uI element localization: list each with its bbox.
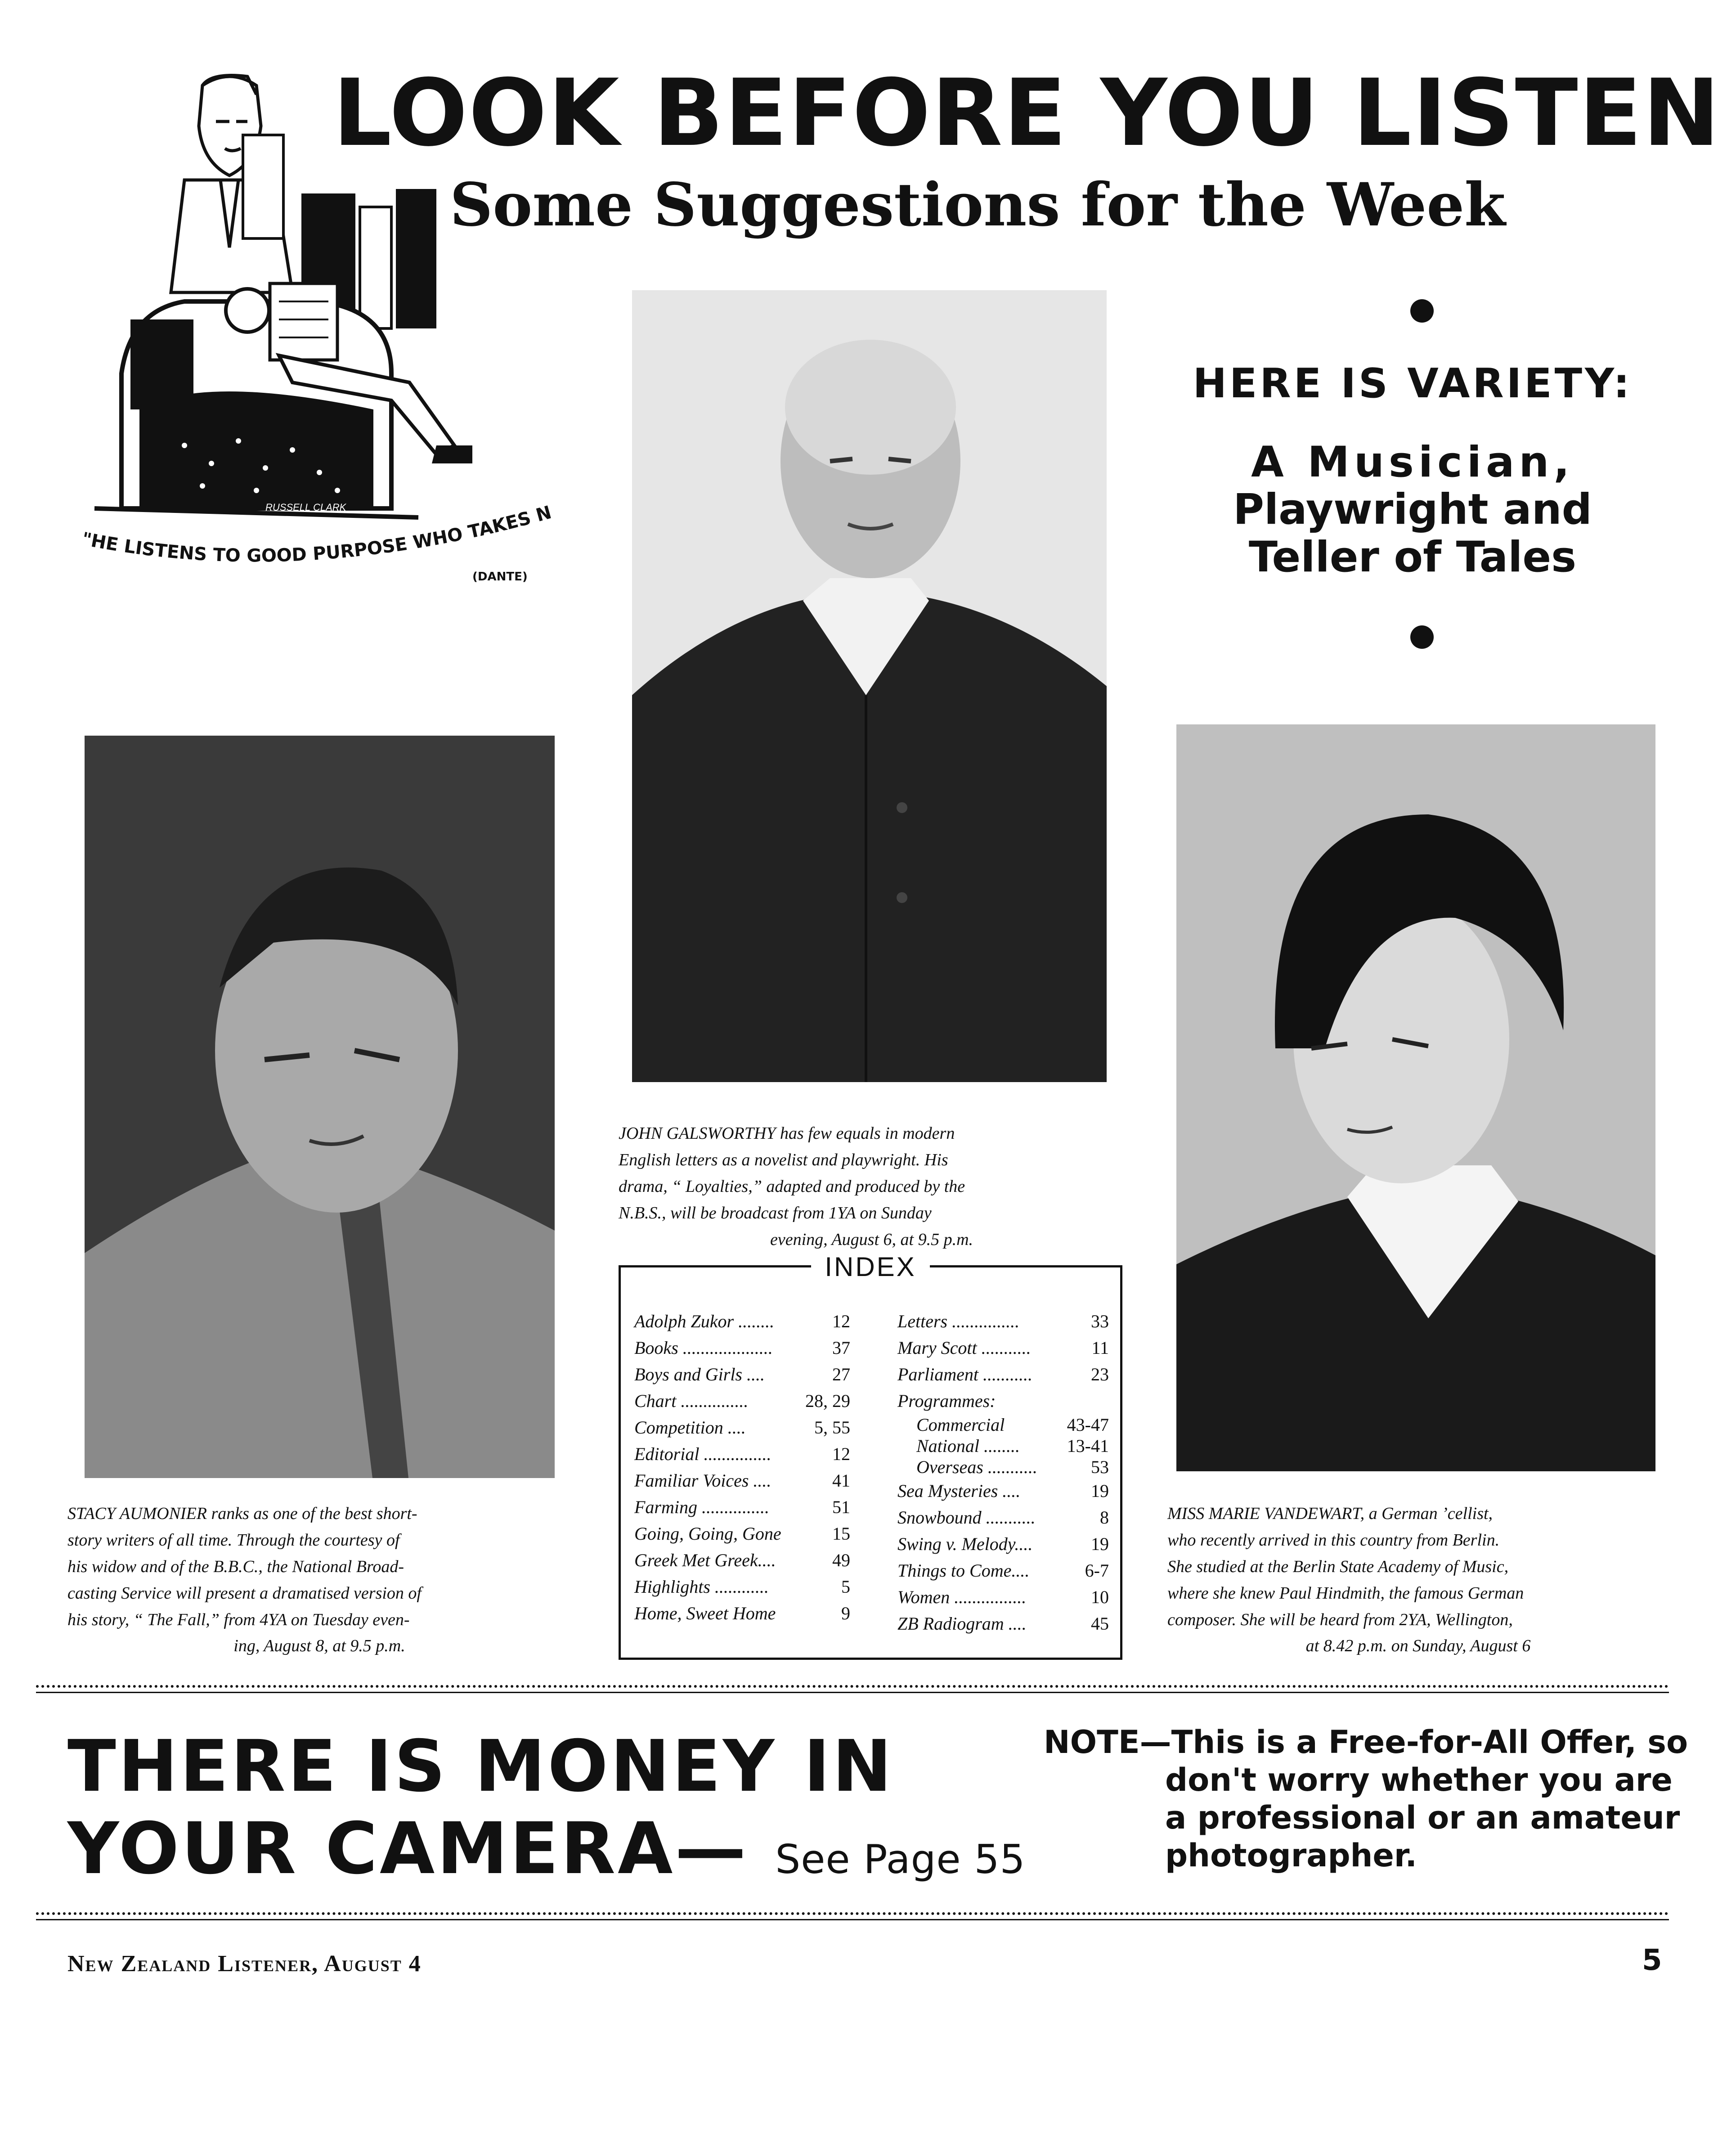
vandewart-caption-line: at 8.42 p.m. on Sunday, August 6	[1305, 1636, 1531, 1656]
aumonier-caption-line: story writers of all time. Through the courtesy of	[67, 1530, 400, 1550]
divider-rule-bottom-line	[36, 1919, 1669, 1920]
index-entry-page: 33	[1091, 1311, 1109, 1331]
index-entry-page: 19	[1091, 1481, 1109, 1501]
camera-promo-headline[interactable]	[67, 1725, 1026, 1891]
galsworthy-caption-line: drama, “ Loyalties,” adapted and produced by the	[619, 1177, 965, 1196]
index-entry[interactable]	[897, 1584, 1109, 1610]
index-entry-label: Swing v. Melody....	[897, 1534, 1033, 1554]
index-entry-label: Chart ...............	[634, 1391, 749, 1411]
index-entry-page: 28, 29	[805, 1391, 850, 1411]
index-entry[interactable]	[634, 1335, 850, 1361]
index-entry-label: Home, Sweet Home	[634, 1603, 776, 1623]
index-entry[interactable]	[634, 1308, 850, 1335]
galsworthy-photo	[632, 290, 1107, 1082]
index-entry[interactable]	[897, 1308, 1109, 1335]
index-entry-page: 49	[832, 1550, 850, 1570]
index-entry-page: 41	[832, 1470, 850, 1491]
publication-footer: New Zealand Listener, August 4	[67, 1951, 422, 1977]
promo-note-line: photographer.	[1165, 1837, 1417, 1874]
index-entry-page: 10	[1091, 1587, 1109, 1607]
index-column-left	[634, 1308, 850, 1627]
vandewart-caption-line: She studied at the Berlin State Academy of Music,	[1167, 1557, 1509, 1576]
aumonier-caption-line: casting Service will present a dramatised version of	[67, 1583, 422, 1603]
index-entry-page: 5, 55	[814, 1417, 850, 1438]
vandewart-caption-line: MISS MARIE VANDEWART, a German ’cellist,	[1167, 1504, 1493, 1523]
index-entry-label: ZB Radiogram ....	[897, 1613, 1027, 1634]
index-title-text: INDEX	[811, 1252, 929, 1282]
promo-note-line: a professional or an amateur	[1165, 1799, 1680, 1836]
index-entry-label: Sea Mysteries ....	[897, 1481, 1021, 1501]
index-entry-label: Books ....................	[634, 1338, 773, 1358]
index-box	[619, 1252, 1122, 1660]
index-entry-label: National ........	[916, 1436, 1020, 1456]
index-entry-label: Boys and Girls ....	[634, 1364, 765, 1384]
armchair-reader-drawing	[67, 58, 571, 589]
index-entry[interactable]	[897, 1361, 1109, 1388]
index-entry-label: Going, Going, Gone	[634, 1523, 781, 1544]
vandewart-photo	[1176, 724, 1655, 1471]
index-entry[interactable]	[634, 1494, 850, 1520]
index-entry-label: Mary Scott ...........	[897, 1338, 1031, 1358]
vandewart-caption-line: who recently arrived in this country from Berlin.	[1167, 1530, 1500, 1550]
aumonier-caption-line: his story, “ The Fall,” from 4YA on Tuesday even-	[67, 1610, 410, 1629]
index-entry-page: 51	[832, 1497, 850, 1517]
index-entry-label: Commercial	[916, 1415, 1005, 1435]
galsworthy-caption-line: JOHN GALSWORTHY has few equals in modern	[619, 1124, 955, 1143]
index-entry[interactable]	[634, 1388, 850, 1414]
promo-note	[1044, 1723, 1688, 1874]
index-entry[interactable]	[897, 1557, 1109, 1584]
aumonier-caption	[67, 1501, 571, 1659]
index-entry[interactable]	[897, 1478, 1109, 1504]
galsworthy-caption-line: English letters as a novelist and playwright. His	[619, 1150, 948, 1169]
index-entry-page: 5	[841, 1577, 850, 1597]
bullet-dot-bottom	[1410, 625, 1434, 649]
index-entry[interactable]	[634, 1467, 850, 1494]
bullet-dot-top	[1410, 299, 1434, 323]
vandewart-caption-line: where she knew Paul Hindmith, the famous German	[1167, 1583, 1524, 1603]
variety-line-1: A Musician,	[1251, 438, 1575, 487]
variety-subheading	[1188, 439, 1637, 581]
galsworthy-caption-line: N.B.S., will be broadcast from 1YA on Sunday	[619, 1203, 932, 1222]
aumonier-caption-line: his widow and of the B.B.C., the National Broad-	[67, 1557, 404, 1576]
index-entry[interactable]	[634, 1600, 850, 1627]
index-entry-label: Editorial ...............	[634, 1444, 772, 1464]
index-entry-page: 6-7	[1085, 1560, 1109, 1581]
quote-attribution: (DANTE)	[472, 570, 528, 584]
divider-rule-bottom	[36, 1912, 1669, 1915]
index-entry[interactable]	[897, 1414, 1109, 1435]
index-entry-page: 8	[1100, 1507, 1109, 1528]
index-entry[interactable]	[634, 1441, 850, 1467]
index-entry-page: 53	[1091, 1457, 1109, 1477]
index-entry-label: Snowbound ...........	[897, 1507, 1036, 1528]
index-entry[interactable]	[634, 1414, 850, 1441]
index-entry-label: Overseas ...........	[916, 1457, 1037, 1477]
index-entry-label: Women ................	[897, 1587, 1027, 1607]
index-entry[interactable]	[634, 1361, 850, 1388]
index-entry-label: Highlights ............	[634, 1577, 769, 1597]
index-entry[interactable]	[897, 1335, 1109, 1361]
index-entry-page: 27	[832, 1364, 850, 1384]
index-entry[interactable]	[897, 1531, 1109, 1557]
page-subheadline: Some Suggestions for the Week	[450, 170, 1506, 240]
artist-signature: RUSSELL CLARK	[265, 502, 346, 513]
index-entry[interactable]	[634, 1520, 850, 1547]
index-entry-label: Farming ...............	[634, 1497, 769, 1517]
index-entry-page: 23	[1091, 1364, 1109, 1384]
index-entry-label: Adolph Zukor ........	[634, 1311, 775, 1331]
vandewart-caption	[1167, 1501, 1669, 1659]
page-headline: LOOK BEFORE YOU LISTEN	[333, 60, 1721, 167]
reading-man-illustration	[67, 58, 571, 589]
index-entry-heading	[897, 1388, 1109, 1414]
galsworthy-caption-line: evening, August 6, at 9.5 p.m.	[770, 1230, 973, 1249]
index-entry-label: Familiar Voices ....	[634, 1470, 772, 1491]
promo-line-2-text: YOUR CAMERA—	[67, 1807, 749, 1891]
index-entry-page: 11	[1091, 1338, 1109, 1358]
aumonier-photo	[85, 736, 555, 1478]
index-entry-page: 15	[832, 1523, 850, 1544]
aumonier-caption-line: ing, August 8, at 9.5 p.m.	[233, 1636, 405, 1656]
divider-rule-top-line	[36, 1692, 1669, 1693]
index-entry[interactable]	[634, 1573, 850, 1600]
index-entry-label: Parliament ...........	[897, 1364, 1032, 1384]
index-entry-page: 13-41	[1067, 1436, 1109, 1456]
index-title	[621, 1251, 1120, 1282]
promo-note-line: don't worry whether you are	[1165, 1762, 1673, 1798]
index-entry-page: 45	[1091, 1613, 1109, 1634]
index-entry-label: Letters ...............	[897, 1311, 1020, 1331]
index-entry-label: Programmes:	[897, 1391, 996, 1411]
see-page-link[interactable]: See Page 55	[775, 1836, 1026, 1883]
index-entry-page: 9	[841, 1603, 850, 1623]
index-entry-label: Greek Met Greek....	[634, 1550, 776, 1570]
illustration-quote: "HE LISTENS TO GOOD PURPOSE WHO TAKES N	[80, 502, 554, 566]
index-entry[interactable]	[634, 1547, 850, 1573]
promo-line-2	[67, 1807, 1026, 1891]
divider-rule-top	[36, 1685, 1669, 1688]
index-column-right	[897, 1308, 1109, 1637]
index-entry-page: 19	[1091, 1534, 1109, 1554]
index-entry[interactable]	[897, 1435, 1109, 1456]
index-entry-page: 43-47	[1067, 1415, 1109, 1435]
vandewart-caption-line: composer. She will be heard from 2YA, Wellington,	[1167, 1610, 1513, 1629]
index-entry-page: 12	[832, 1311, 850, 1331]
page-number: 5	[1642, 1944, 1662, 1977]
index-entry-label: Things to Come....	[897, 1560, 1030, 1581]
index-entry[interactable]	[897, 1504, 1109, 1531]
variety-line-2: Playwright and	[1233, 485, 1592, 535]
index-entry-label: Competition ....	[634, 1417, 746, 1438]
index-entry[interactable]	[897, 1456, 1109, 1478]
galsworthy-caption	[619, 1120, 1125, 1253]
index-entry-page: 37	[832, 1338, 850, 1358]
promo-line-1: THERE IS MONEY IN	[67, 1725, 894, 1808]
variety-heading: HERE IS VARIETY:	[1193, 360, 1633, 407]
variety-line-3: Teller of Tales	[1248, 532, 1577, 582]
promo-note-line: NOTE—This is a Free-for-All Offer, so	[1044, 1724, 1688, 1761]
index-entry-page: 12	[832, 1444, 850, 1464]
aumonier-caption-line: STACY AUMONIER ranks as one of the best short-	[67, 1504, 417, 1523]
index-entry[interactable]	[897, 1610, 1109, 1637]
